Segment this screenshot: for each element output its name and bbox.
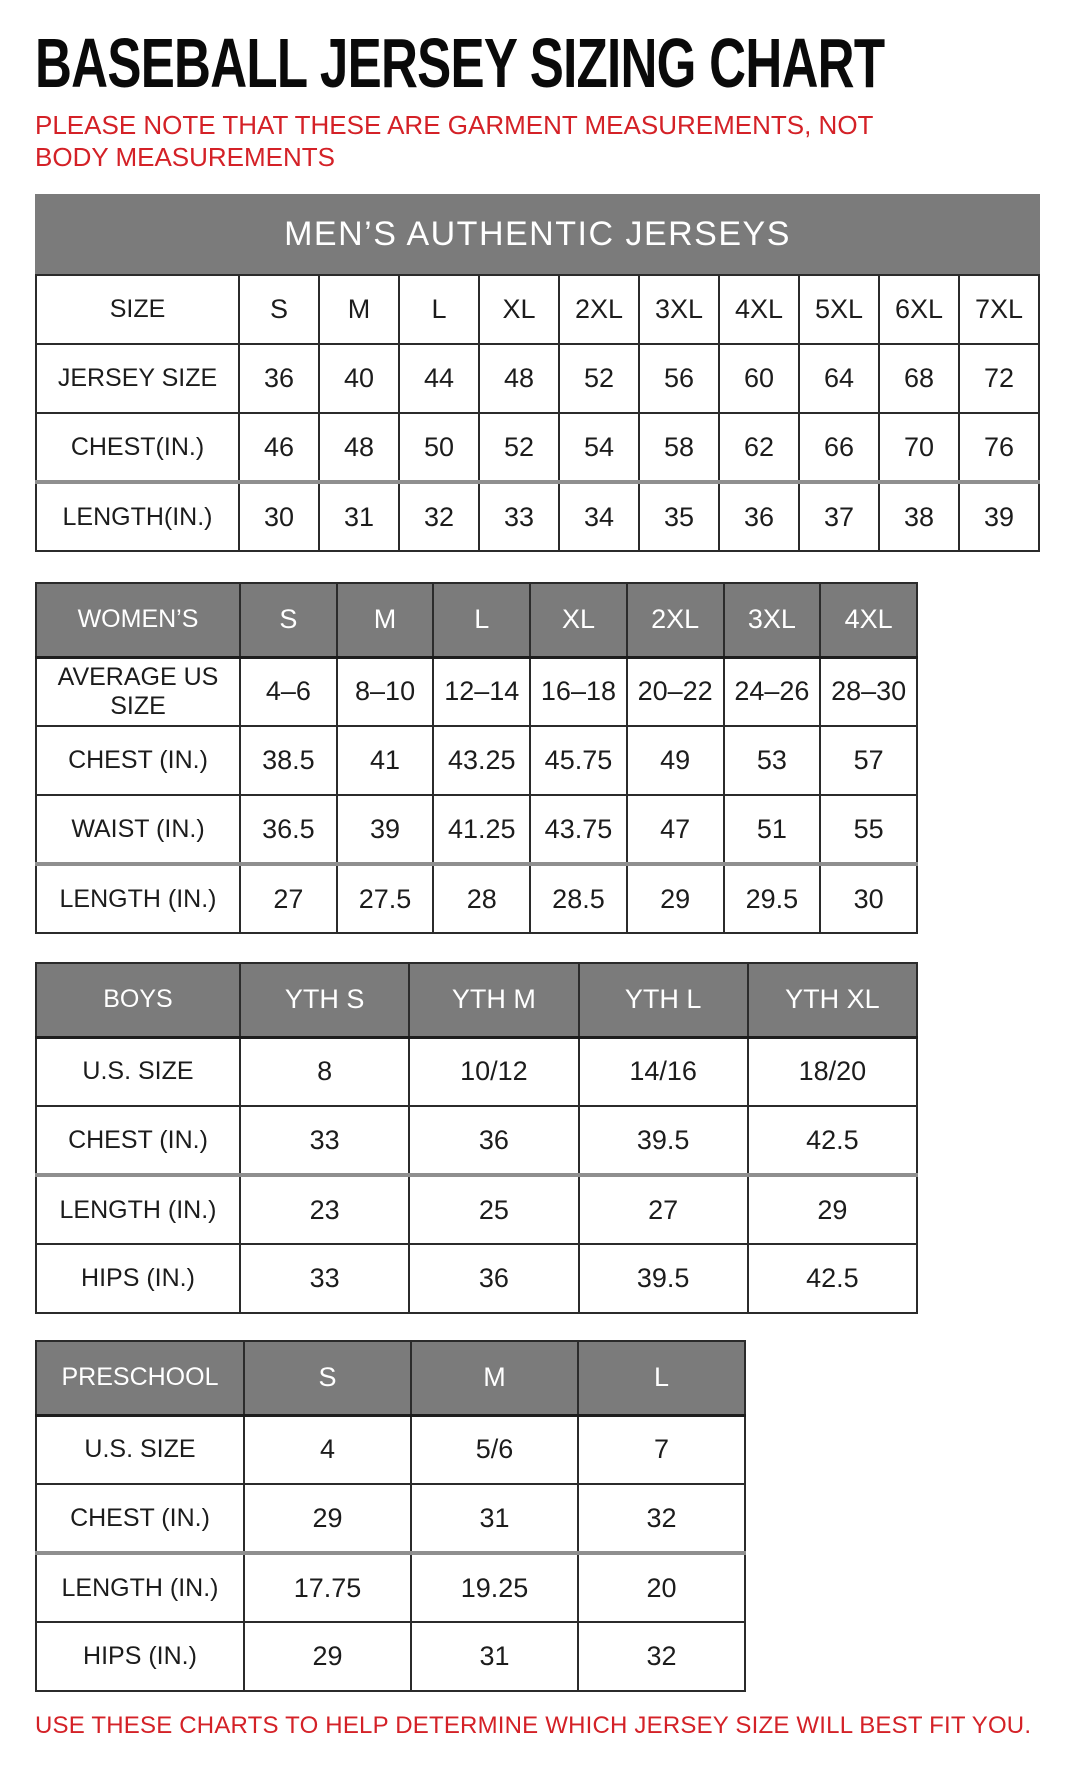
size-header-cell: YTH L [579, 963, 748, 1037]
table-row [36, 1037, 917, 1106]
table-row [36, 1175, 917, 1244]
data-cell: 46 [239, 413, 319, 482]
table-title-cell: PRESCHOOL [36, 1341, 244, 1415]
data-cell: 32 [578, 1484, 745, 1553]
data-cell: 38.5 [240, 726, 337, 795]
row-label: CHEST (IN.) [36, 1484, 244, 1553]
size-header-cell: 7XL [959, 275, 1039, 344]
header-row [36, 275, 1039, 344]
data-cell: 44 [399, 344, 479, 413]
size-header-cell: 4XL [719, 275, 799, 344]
data-cell: 32 [578, 1622, 745, 1691]
data-cell: 52 [559, 344, 639, 413]
row-label: CHEST (IN.) [36, 1106, 240, 1175]
row-label: WAIST (IN.) [36, 795, 240, 864]
data-cell: 34 [559, 482, 639, 551]
size-header-cell: 2XL [627, 583, 724, 657]
row-label: LENGTH (IN.) [36, 864, 240, 933]
data-cell: 32 [399, 482, 479, 551]
boys-section [35, 962, 1042, 1314]
data-cell: 29.5 [724, 864, 821, 933]
data-cell: 48 [479, 344, 559, 413]
data-cell: 8–10 [337, 657, 434, 726]
row-label: LENGTH (IN.) [36, 1175, 240, 1244]
row-label: JERSEY SIZE [36, 344, 239, 413]
data-cell: 36 [719, 482, 799, 551]
data-cell: 14/16 [579, 1037, 748, 1106]
data-cell: 33 [240, 1244, 409, 1313]
size-header-cell: S [239, 275, 319, 344]
table-row [36, 726, 917, 795]
size-header-cell: 6XL [879, 275, 959, 344]
size-header-cell: 5XL [799, 275, 879, 344]
row-label: HIPS (IN.) [36, 1622, 244, 1691]
table-row [36, 795, 917, 864]
data-cell: 10/12 [409, 1037, 578, 1106]
header-row [36, 583, 917, 657]
table-row [36, 1106, 917, 1175]
row-label: CHEST(IN.) [36, 413, 239, 482]
size-header-cell: 4XL [820, 583, 917, 657]
data-cell: 28–30 [820, 657, 917, 726]
data-cell: 50 [399, 413, 479, 482]
mens-section [35, 194, 1042, 552]
data-cell: 31 [411, 1622, 578, 1691]
data-cell: 51 [724, 795, 821, 864]
data-cell: 55 [820, 795, 917, 864]
data-cell: 28 [433, 864, 530, 933]
data-cell: 24–26 [724, 657, 821, 726]
size-header-cell: M [411, 1341, 578, 1415]
table-row [36, 1553, 745, 1622]
mens-table-title-band: MEN’S AUTHENTIC JERSEYS [35, 194, 1040, 274]
row-label: AVERAGE US SIZE [36, 657, 240, 726]
data-cell: 31 [319, 482, 399, 551]
data-cell: 72 [959, 344, 1039, 413]
table-title-cell: SIZE [36, 275, 239, 344]
data-cell: 49 [627, 726, 724, 795]
data-cell: 27.5 [337, 864, 434, 933]
data-cell: 68 [879, 344, 959, 413]
data-cell: 52 [479, 413, 559, 482]
data-cell: 35 [639, 482, 719, 551]
data-cell: 16–18 [530, 657, 627, 726]
data-cell: 42.5 [748, 1106, 917, 1175]
table-title-cell: BOYS [36, 963, 240, 1037]
table-row [36, 1484, 745, 1553]
data-cell: 48 [319, 413, 399, 482]
page-title: BASEBALL JERSEY SIZING CHART [35, 24, 885, 102]
data-cell: 27 [579, 1175, 748, 1244]
data-cell: 43.75 [530, 795, 627, 864]
data-cell: 40 [319, 344, 399, 413]
data-cell: 25 [409, 1175, 578, 1244]
data-cell: 39 [337, 795, 434, 864]
data-cell: 30 [239, 482, 319, 551]
preschool-section [35, 1340, 1042, 1692]
table-title-cell: WOMEN’S [36, 583, 240, 657]
footer-note: USE THESE CHARTS TO HELP DETERMINE WHICH JERSEY SIZE WILL BEST FIT YOU. [35, 1712, 1032, 1739]
data-cell: 41 [337, 726, 434, 795]
header-row [36, 1341, 745, 1415]
data-cell: 60 [719, 344, 799, 413]
size-header-cell: XL [479, 275, 559, 344]
data-cell: 27 [240, 864, 337, 933]
table-row [36, 657, 917, 726]
data-cell: 43.25 [433, 726, 530, 795]
data-cell: 76 [959, 413, 1039, 482]
data-cell: 39.5 [579, 1106, 748, 1175]
table-row [36, 413, 1039, 482]
data-cell: 36 [239, 344, 319, 413]
data-cell: 31 [411, 1484, 578, 1553]
size-header-cell: M [319, 275, 399, 344]
data-cell: 66 [799, 413, 879, 482]
data-cell: 33 [479, 482, 559, 551]
data-cell: 20–22 [627, 657, 724, 726]
size-header-cell: 2XL [559, 275, 639, 344]
row-label: LENGTH (IN.) [36, 1553, 244, 1622]
data-cell: 28.5 [530, 864, 627, 933]
data-cell: 38 [879, 482, 959, 551]
header-row [36, 963, 917, 1037]
table-row [36, 1622, 745, 1691]
data-cell: 23 [240, 1175, 409, 1244]
womens-section [35, 582, 1042, 934]
mens-sizing-table [35, 274, 1040, 552]
table-row [36, 344, 1039, 413]
size-header-cell: YTH M [409, 963, 578, 1037]
data-cell: 41.25 [433, 795, 530, 864]
table-row [36, 1244, 917, 1313]
data-cell: 12–14 [433, 657, 530, 726]
data-cell: 17.75 [244, 1553, 411, 1622]
data-cell: 4 [244, 1415, 411, 1484]
boys-sizing-table [35, 962, 918, 1314]
data-cell: 20 [578, 1553, 745, 1622]
data-cell: 42.5 [748, 1244, 917, 1313]
size-header-cell: YTH XL [748, 963, 917, 1037]
data-cell: 29 [244, 1484, 411, 1553]
data-cell: 36 [409, 1106, 578, 1175]
data-cell: 53 [724, 726, 821, 795]
data-cell: 7 [578, 1415, 745, 1484]
size-header-cell: L [578, 1341, 745, 1415]
data-cell: 45.75 [530, 726, 627, 795]
size-header-cell: L [399, 275, 479, 344]
row-label: HIPS (IN.) [36, 1244, 240, 1313]
size-header-cell: XL [530, 583, 627, 657]
data-cell: 37 [799, 482, 879, 551]
data-cell: 29 [244, 1622, 411, 1691]
row-label: U.S. SIZE [36, 1037, 240, 1106]
size-header-cell: YTH S [240, 963, 409, 1037]
data-cell: 8 [240, 1037, 409, 1106]
data-cell: 29 [627, 864, 724, 933]
table-row [36, 1415, 745, 1484]
table-row [36, 864, 917, 933]
data-cell: 54 [559, 413, 639, 482]
womens-sizing-table [35, 582, 918, 934]
data-cell: 39 [959, 482, 1039, 551]
size-header-cell: S [240, 583, 337, 657]
size-header-cell: M [337, 583, 434, 657]
data-cell: 19.25 [411, 1553, 578, 1622]
table-row [36, 482, 1039, 551]
data-cell: 33 [240, 1106, 409, 1175]
row-label: LENGTH(IN.) [36, 482, 239, 551]
data-cell: 36 [409, 1244, 578, 1313]
data-cell: 39.5 [579, 1244, 748, 1313]
row-label: U.S. SIZE [36, 1415, 244, 1484]
data-cell: 57 [820, 726, 917, 795]
size-header-cell: L [433, 583, 530, 657]
data-cell: 64 [799, 344, 879, 413]
data-cell: 36.5 [240, 795, 337, 864]
data-cell: 18/20 [748, 1037, 917, 1106]
data-cell: 62 [719, 413, 799, 482]
data-cell: 70 [879, 413, 959, 482]
data-cell: 5/6 [411, 1415, 578, 1484]
size-header-cell: 3XL [639, 275, 719, 344]
data-cell: 58 [639, 413, 719, 482]
preschool-sizing-table [35, 1340, 746, 1692]
row-label: CHEST (IN.) [36, 726, 240, 795]
data-cell: 29 [748, 1175, 917, 1244]
data-cell: 47 [627, 795, 724, 864]
size-header-cell: S [244, 1341, 411, 1415]
garment-measurements-note: PLEASE NOTE THAT THESE ARE GARMENT MEASUREMENTS, NOT BODY MEASUREMENTS [35, 109, 873, 173]
data-cell: 4–6 [240, 657, 337, 726]
size-header-cell: 3XL [724, 583, 821, 657]
data-cell: 56 [639, 344, 719, 413]
data-cell: 30 [820, 864, 917, 933]
